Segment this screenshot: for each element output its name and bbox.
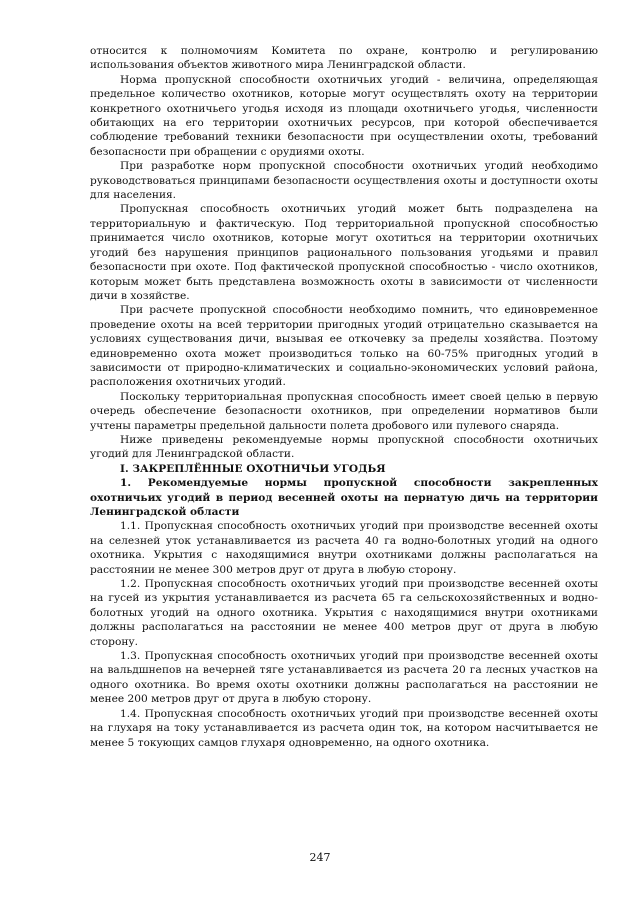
- list-item: 1.1. Пропускная способность охотничьих угодий при производстве весенней охоты на селезней уток устанавливается из расчета 40 га водно-болотных угодий на одного охотника. Укрытия с находящимися внутри охотниками должны располагаться на расстоянии не менее 300 метров друг от друга в любую сторону.: [90, 520, 598, 576]
- subsection-heading: 1. Рекомендуемые нормы пропускной способности закрепленных охотничьих угодий в период весенней охоты на пернатую дичь на территории Ленинградской области: [90, 477, 598, 518]
- page-number: 247: [309, 851, 331, 864]
- paragraph: При разработке норм пропускной способности охотничьих угодий необходимо руководствоваться принципами безопасности осуществления охоты и доступности охоты для населения.: [90, 160, 598, 202]
- paragraph: Поскольку территориальная пропускная способность имеет своей целью в первую очередь обеспечение безопасности охотников, при определении нормативов были учтены параметры предельной дальности полета дробового или пулевого снаряда.: [90, 390, 598, 432]
- section-heading: I. ЗАКРЕПЛЁННЫЕ ОХОТНИЧЬИ УГОДЬЯ: [120, 462, 386, 475]
- list-item: 1.4. Пропускная способность охотничьих угодий при производстве весенней охоты на глухаря на току устанавливается из расчета один ток, на котором насчитывается не менее 5 токующих самцов глухаря одновременно, на одного охотника.: [90, 707, 598, 749]
- document-body: [90, 44, 598, 750]
- paragraph: Ниже приведены рекомендуемые нормы пропускной способности охотничьих угодий для Ленинградской области.: [90, 433, 598, 461]
- paragraph: относится к полномочиям Комитета по охране, контролю и регулированию использования объектов животного мира Ленинградской области.: [90, 45, 598, 72]
- paragraph: Норма пропускной способности охотничьих угодий - величина, определяющая предельное количество охотников, которые могут осуществлять охоту на территории конкретного охотничьего угодья исходя из площади охотничьего угодья, численности обитающих на его территории охотничьих ресурсов, при которой обеспечивается соблюдение требований техники безопасности при осуществлении охоты, требований безопасности при обращении с орудиями охоты.: [90, 73, 598, 158]
- paragraph: При расчете пропускной способности необходимо помнить, что единовременное проведение охоты на всей территории пригодных угодий отрицательно сказывается на условиях существования дичи, вызывая ее откочевку за пределы хозяйства. Поэтому единовременно охота может производиться только на 60-75% пригодных угодий в зависимости от природно-климатических и социально-экономических условий района, расположения охотничьих угодий.: [90, 304, 598, 389]
- list-item: 1.2. Пропускная способность охотничьих угодий при производстве весенней охоты на гусей из укрытия устанавливается из расчета 65 га сельскохозяйственных и водно-болотных угодий на одного охотника. Укрытия с находящимися внутри охотниками должны располагаться на расстоянии не менее 400 метров друг от друга в любую сторону.: [90, 578, 598, 648]
- list-item: 1.3. Пропускная способность охотничьих угодий при производстве весенней охоты на вальдшнепов на вечерней тяге устанавливается из расчета 20 га лесных участков на одного охотника. Во время охоты охотники должны располагаться на расстоянии не менее 200 метров друг от друга в любую сторону.: [90, 650, 598, 706]
- paragraph: Пропускная способность охотничьих угодий может быть подразделена на территориальную и фактическую. Под территориальной пропускной способностью принимается число охотников, которые могут охотиться на территории охотничьих угодий без нарушения принципов рационального пользования угодьями и правил безопасности при охоте. Под фактической пропускной способностью - число охотников, которым может быть представлена возможность охоты в зависимости от численности дичи в хозяйстве.: [90, 203, 598, 302]
